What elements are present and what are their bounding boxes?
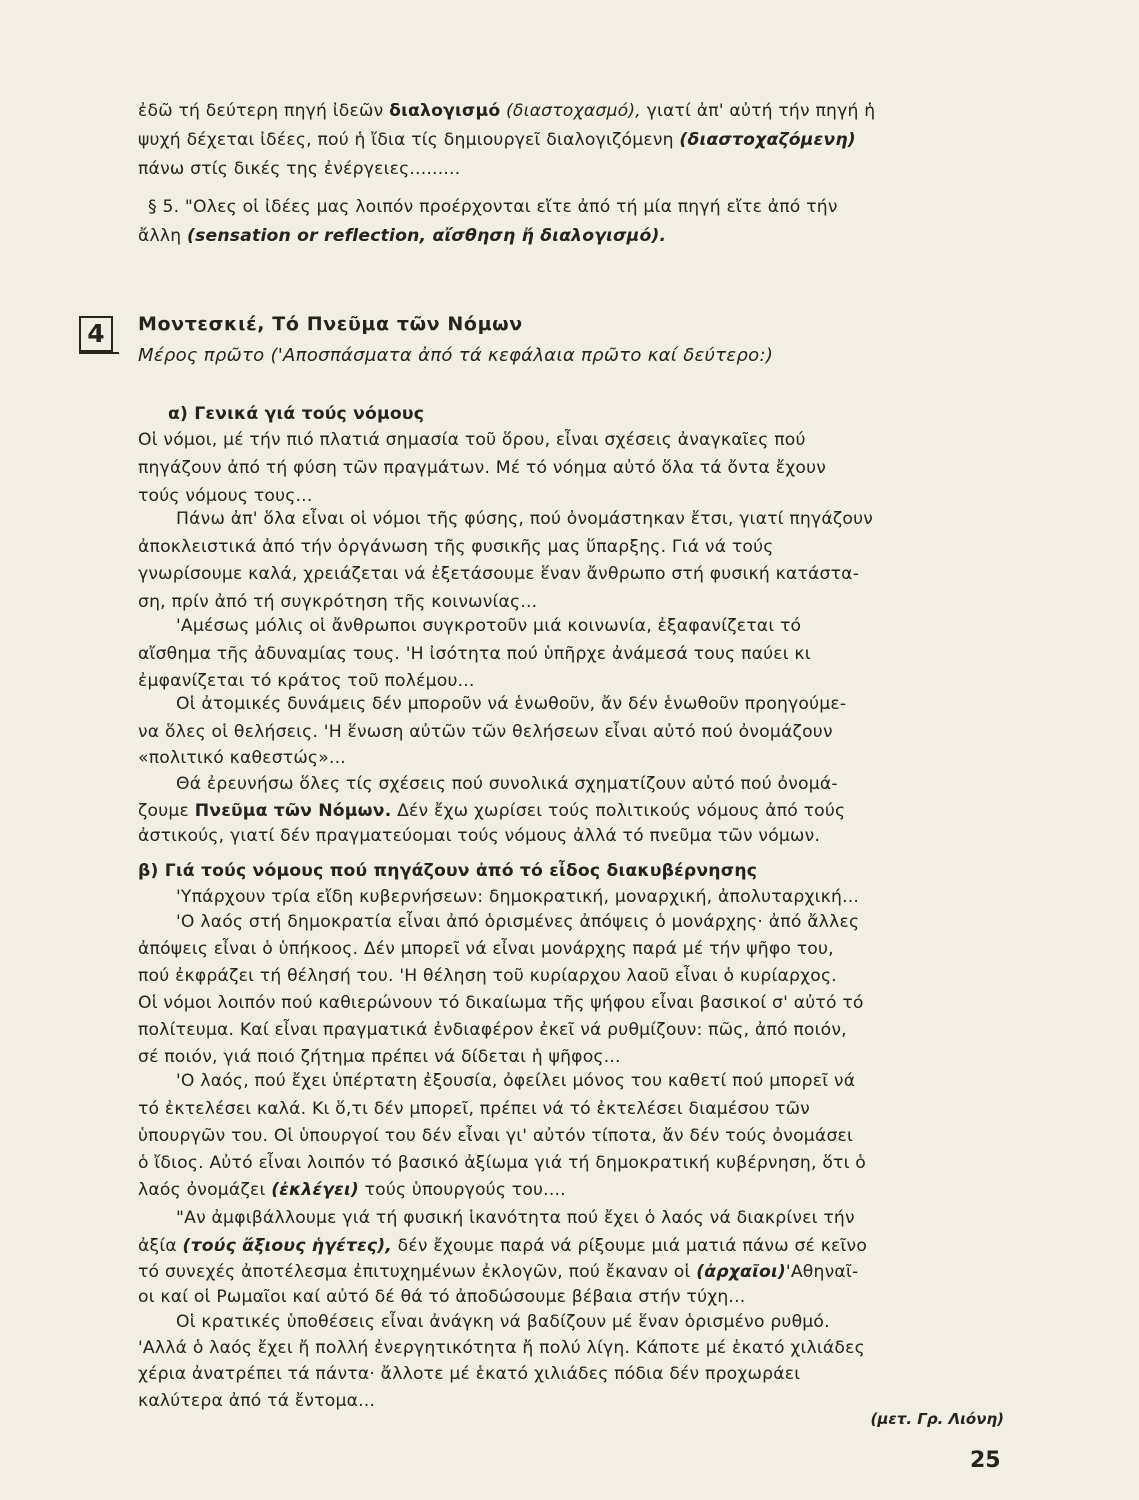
text-line: 'Υπάρχουν τρία εἴδη κυβερνήσεων: δημοκρατική, μοναρχική, ἀπολυταρχική... — [176, 887, 860, 907]
text-line: τούς νόμους τους... — [138, 486, 313, 506]
text-line: ὁ ἴδιος. Αὐτό εἶναι λοιπόν τό βασικό ἀξίωμα γιά τή δημοκρατική κυβέρνηση, ὅτι ὁ — [138, 1153, 866, 1173]
text-line: 'Αμέσως μόλις οἱ ἄνθρωποι συγκροτοῦν μιά κοινωνία, ἐξαφανίζεται τό — [176, 616, 802, 636]
text-line: 'Ο λαός στή δημοκρατία εἶναι ἀπό ὁρισμένες ἀπόψεις ὁ μονάρχης· ἀπό ἄλλες — [176, 912, 860, 932]
part-a-heading: α) Γενικά γιά τούς νόμους — [168, 404, 425, 424]
text-line: ἀποκλειστικά ἀπό τήν ὀργάνωση τῆς φυσικῆς μας ὕπαρξης. Γιά νά τούς — [138, 537, 774, 557]
text-line: § 5. "Ολες οἱ ἰδέες μας λοιπόν προέρχονται εἴτε ἀπό τή μία πηγή εἴτε ἀπό τήν — [148, 197, 838, 217]
text-line: τό ἐκτελέσει καλά. Κι ὅ,τι δέν μπορεῖ, πρέπει νά τό ἐκτελέσει διαμέσου τῶν — [138, 1099, 810, 1119]
text-line: πολίτευμα. Καί εἶναι πραγματικά ἐνδιαφέρον ἐκεῖ νά ρυθμίζουν: πῶς, ἀπό ποιόν, — [138, 1020, 847, 1040]
part-b-heading: β) Γιά τούς νόμους πού πηγάζουν ἀπό τό εἶδος διακυβέρνησης — [138, 861, 758, 881]
text-line: "Αν ἀμφιβάλλουμε γιά τή φυσική ἱκανότητα πού ἔχει ὁ λαός νά διακρίνει τήν — [176, 1208, 855, 1228]
text-line: ψυχή δέχεται ἰδέες, πού ἡ ἴδια τίς δημιουργεῖ διαλογιζόμενη (διαστοχαζόμενη) — [138, 130, 856, 150]
text-line: ἀξία (τούς ἄξιους ἡγέτες), δέν ἔχουμε παρά νά ρίξουμε μιά ματιά πάνω σέ κεῖνο — [138, 1236, 868, 1256]
text-line: Οἱ νόμοι λοιπόν πού καθιερώνουν τό δικαίωμα τῆς ψήφου εἶναι βασικοί σ' αὐτό τό — [138, 993, 864, 1013]
text-line: τό συνεχές ἀποτέλεσμα ἐπιτυχημένων ἐκλογῶν, πού ἔκαναν οἱ (ἀρχαῖοι)'Αθηναῖ- — [138, 1262, 859, 1282]
text-line: 'Αλλά ὁ λαός ἔχει ἤ πολλή ἐνεργητικότητα ἤ πολύ λίγη. Κάποτε μέ ἑκατό χιλιάδες — [138, 1338, 865, 1358]
text-line: πηγάζουν ἀπό τή φύση τῶν πραγμάτων. Μέ τό νόημα αὐτό ὅλα τά ὄντα ἔχουν — [138, 458, 827, 478]
text-line: σέ ποιόν, γιά ποιό ζήτημα πρέπει νά δίδεται ἡ ψῆφος... — [138, 1047, 621, 1067]
text-line: να ὅλες οἱ θελήσεις. 'Η ἕνωση αὐτῶν τῶν θελήσεων εἶναι αὐτό πού ὀνομάζουν — [138, 722, 833, 742]
text-line: πού ἐκφράζει τή θέλησή του. 'Η θέληση τοῦ κυρίαρχου λαοῦ εἶναι ὁ κυρίαρχος. — [138, 966, 837, 986]
text-line: ἐδῶ τή δεύτερη πηγή ἰδεῶν διαλογισμό (διαστοχασμό), γιατί ἀπ' αὐτή τήν πηγή ἡ — [138, 101, 876, 121]
text-line: χέρια ἀνατρέπει τά πάντα· ἄλλοτε μέ ἑκατό χιλιάδες πόδια δέν προχωράει — [138, 1364, 801, 1384]
text-line: Πάνω ἀπ' ὅλα εἶναι οἱ νόμοι τῆς φύσης, πού ὀνομάστηκαν ἔτσι, γιατί πηγάζουν — [176, 509, 874, 529]
text-line: ὑπουργῶν του. Οἱ ὑπουργοί του δέν εἶναι γι' αὐτόν τίποτα, ἄν δέν τούς ὀνομάσει — [138, 1126, 854, 1146]
section-title: Μοντεσκιέ, Τό Πνεῦμα τῶν Νόμων — [138, 313, 523, 335]
translator-credit: (μετ. Γρ. Λιόνη) — [870, 1410, 1004, 1428]
text-line: «πολιτικό καθεστώς»... — [138, 748, 346, 768]
section-number-box: 4 — [79, 316, 113, 352]
text-line: πάνω στίς δικές της ἐνέργειες......... — [138, 159, 461, 179]
text-line: Οἱ νόμοι, μέ τήν πιό πλατιά σημασία τοῦ ὅρου, εἶναι σχέσεις ἀναγκαῖες πού — [138, 430, 806, 450]
text-line: 'Ο λαός, πού ἔχει ὑπέρτατη ἐξουσία, ὀφείλει μόνος του καθετί πού μπορεῖ νά — [176, 1071, 856, 1091]
text-line: ἀπόψεις εἶναι ὁ ὑπήκοος. Δέν μπορεῖ νά εἶναι μονάρχης παρά μέ τήν ψῆφο του, — [138, 939, 834, 959]
text-line: Θά ἐρευνήσω ὅλες τίς σχέσεις πού συνολικά σχηματίζουν αὐτό πού ὀνομά- — [176, 774, 838, 794]
text-line: καλύτερα ἀπό τά ἔντομα... — [138, 1391, 376, 1411]
text-line: ἀστικούς, γιατί δέν πραγματεύομαι τούς νόμους ἀλλά τό πνεῦμα τῶν νόμων. — [138, 826, 821, 846]
section-rule — [79, 352, 119, 354]
page-number: 25 — [970, 1448, 1001, 1473]
text-line: λαός ὀνομάζει (ἐκλέγει) τούς ὑπουργούς του.... — [138, 1180, 566, 1200]
text-line: Οἱ κρατικές ὑποθέσεις εἶναι ἀνάγκη νά βαδίζουν μέ ἕναν ὁρισμένο ρυθμό. — [176, 1312, 830, 1332]
text-line: ζουμε Πνεῦμα τῶν Νόμων. Δέν ἔχω χωρίσει τούς πολιτικούς νόμους ἀπό τούς — [138, 801, 846, 821]
text-line: γνωρίσουμε καλά, χρειάζεται νά ἐξετάσουμε ἕναν ἄνθρωπο στή φυσική κατάστα- — [138, 564, 860, 584]
text-line: οι καί οἱ Ρωμαῖοι καί αὐτό δέ θά τό ἀποδώσουμε βέβαια στήν τύχη... — [138, 1287, 746, 1307]
text-line: αἴσθημα τῆς ἀδυναμίας τους. 'Η ἰσότητα πού ὑπῆρχε ἀνάμεσά τους παύει κι — [138, 644, 811, 664]
text-line: ση, πρίν ἀπό τή συγκρότηση τῆς κοινωνίας... — [138, 592, 538, 612]
text-line: ἄλλη (sensation or reflection, αἴσθηση ἤ διαλογισμό). — [138, 226, 667, 246]
text-line: ἐμφανίζεται τό κράτος τοῦ πολέμου... — [138, 671, 475, 691]
section-subtitle: Μέρος πρῶτο ('Αποσπάσματα ἀπό τά κεφάλαια πρῶτο καί δεύτερο:) — [138, 345, 774, 366]
text-line: Οἱ ἀτομικές δυνάμεις δέν μποροῦν νά ἑνωθοῦν, ἄν δέν ἑνωθοῦν προηγούμε- — [176, 694, 847, 714]
